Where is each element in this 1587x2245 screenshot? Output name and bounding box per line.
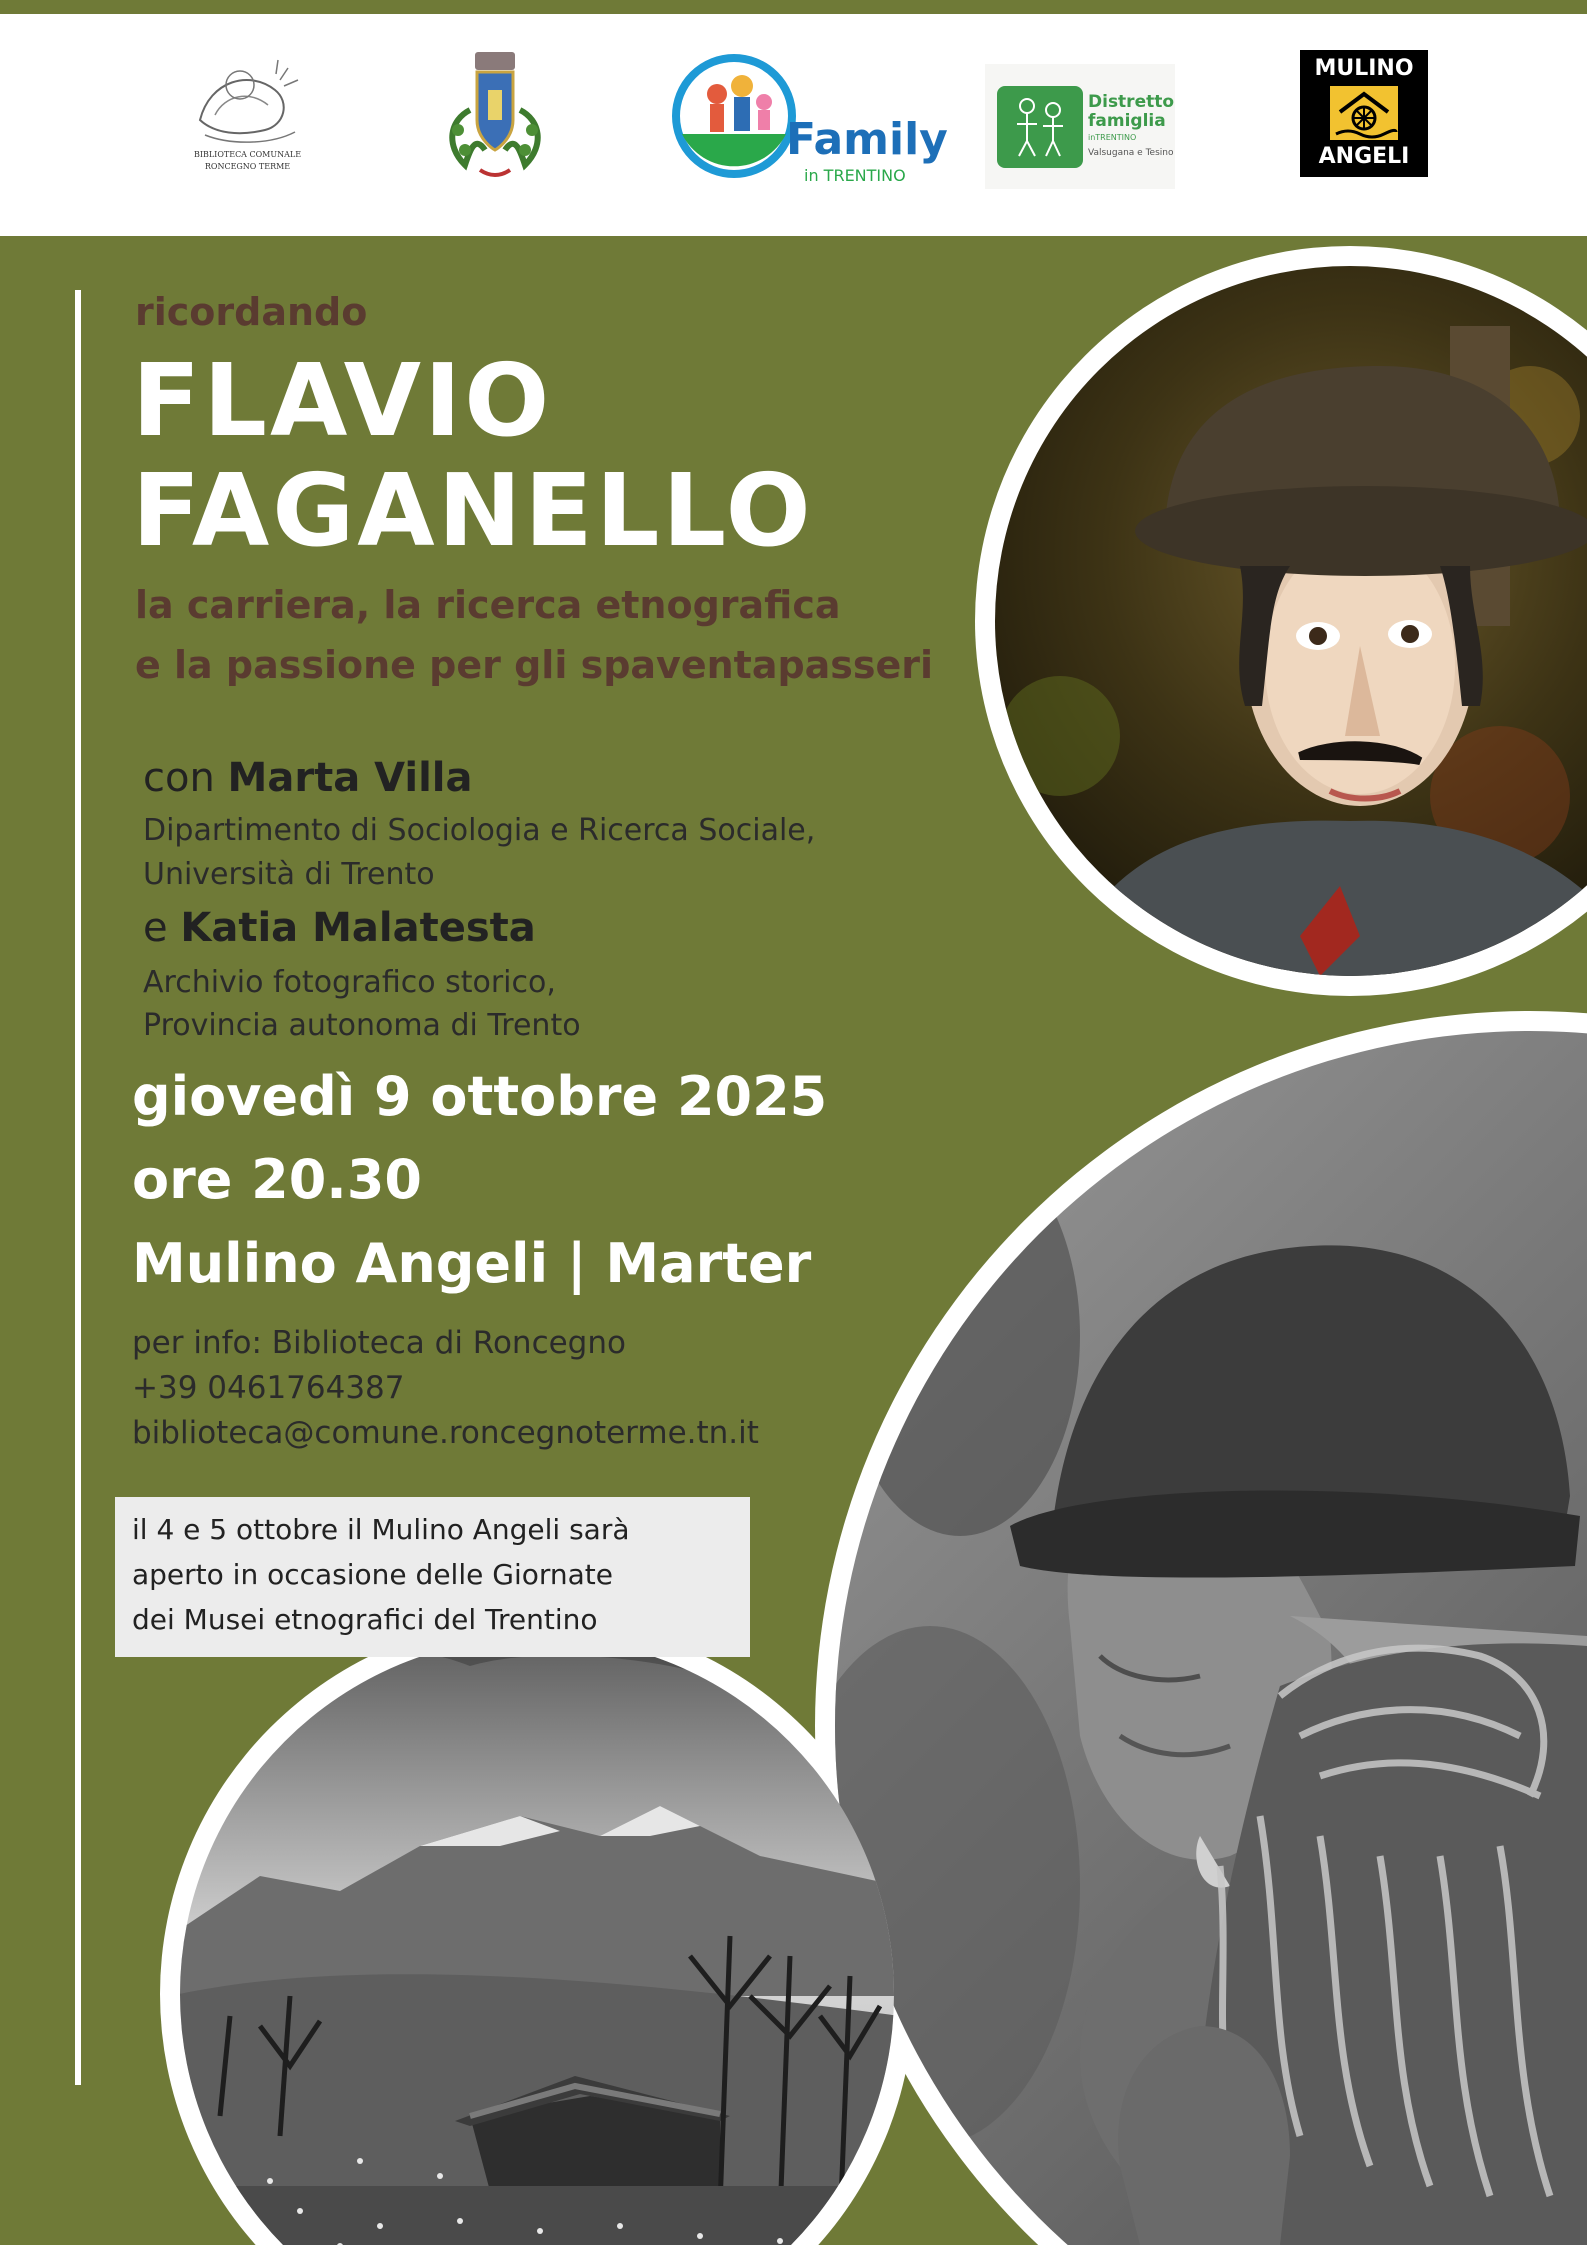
family-sub: in TRENTINO: [804, 166, 906, 185]
info-line: per info: Biblioteca di Roncegno: [132, 1325, 626, 1361]
family-word: Family: [786, 114, 948, 165]
info-email: biblioteca@comune.roncegnoterme.tn.it: [132, 1415, 759, 1451]
biblioteca-emblem-icon: [180, 50, 315, 150]
distretto-famiglia-logo: [985, 64, 1175, 189]
notice-line-3: dei Musei etnografici del Trentino: [132, 1603, 598, 1636]
notice-line-2: aperto in occasione delle Giornate: [132, 1558, 613, 1591]
biblioteca-logo-line2: RONCEGNO TERME: [204, 162, 291, 171]
subtitle-line-1: la carriera, la ricerca etnografica: [135, 583, 841, 627]
name-line-2: FAGANELLO: [132, 452, 814, 569]
speaker-1-affiliation-2: Università di Trento: [143, 857, 435, 892]
distretto-line3: inTRENTINO: [1088, 133, 1137, 142]
mulino-line2: ANGELI: [1318, 144, 1410, 169]
speaker-1-name: Marta Villa: [227, 755, 473, 801]
speaker-2: [143, 905, 536, 951]
logo-bar: [0, 14, 1587, 236]
notice-line-1: il 4 e 5 ottobre il Mulino Angeli sarà: [132, 1513, 630, 1546]
event-date: giovedì 9 ottobre 2025: [132, 1065, 828, 1128]
mulino-angeli-logo: [1300, 50, 1428, 177]
name-line-1: FLAVIO: [132, 342, 553, 459]
event-place: Mulino Angeli | Marter: [132, 1232, 812, 1295]
speaker-1-prefix: con: [143, 755, 215, 801]
distretto-line2: famiglia: [1088, 111, 1166, 131]
top-stripe: [0, 0, 1587, 14]
scarecrow-color-photo: [980, 256, 1587, 996]
speaker-2-prefix: e: [143, 905, 168, 951]
family-circle-icon: [672, 54, 797, 179]
biblioteca-logo-line1: BIBLIOTECA COMUNALE: [193, 150, 302, 159]
vertical-accent-line: [75, 290, 81, 2085]
distretto-line4: Valsugana e Tesino: [1088, 148, 1174, 158]
notice-box: [115, 1497, 750, 1657]
subtitle-line-2: e la passione per gli spaventapasseri: [135, 643, 934, 687]
event-time: ore 20.30: [132, 1148, 422, 1211]
distretto-line1: Distretto: [1088, 92, 1175, 112]
coat-of-arms-logo: [430, 50, 560, 185]
coat-of-arms-icon: [430, 50, 560, 185]
distretto-square-icon: [997, 86, 1083, 168]
speaker-2-name: Katia Malatesta: [180, 905, 536, 951]
overline: ricordando: [135, 290, 368, 334]
speaker-1: [143, 755, 473, 801]
mulino-line1: MULINO: [1314, 56, 1414, 81]
speaker-2-affiliation-2: Provincia autonoma di Trento: [143, 1008, 581, 1043]
speaker-1-affiliation-1: Dipartimento di Sociologia e Ricerca Sociale,: [143, 813, 816, 848]
family-in-trentino-logo: [672, 54, 948, 194]
mill-icon: [1330, 86, 1398, 140]
biblioteca-logo: [180, 50, 315, 180]
speaker-2-affiliation-1: Archivio fotografico storico,: [143, 965, 556, 1000]
info-phone: +39 0461764387: [132, 1370, 405, 1406]
